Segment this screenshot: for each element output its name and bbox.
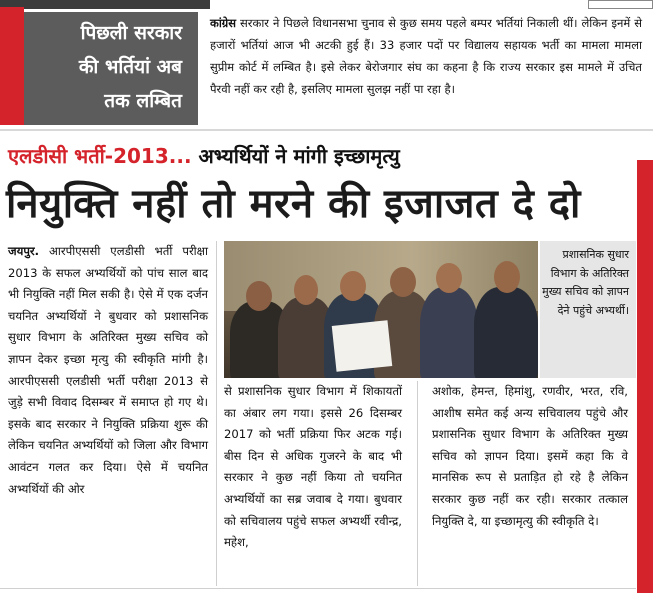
kicker-red: एलडीसी भर्ती-2013...	[8, 144, 192, 168]
photo-person	[474, 287, 538, 378]
section-divider	[0, 129, 653, 131]
previous-article-box-edge	[588, 0, 653, 9]
previous-article-edge	[0, 0, 210, 9]
photo-face	[246, 281, 272, 311]
column-divider-1	[216, 241, 217, 586]
accent-red-bar-right	[637, 160, 653, 593]
article-column-1	[8, 241, 208, 586]
intro-text: सरकार ने पिछले विधानसभा चुनाव से कुछ समय पहले बम्पर भर्तियां निकाली थीं। लेकिन इनमें से हजारों भर्तियां आज भी अटकी हुई हैं। 33 हजार पदों पर विद्यालय सहायक भर्ती का मामला मामला सुप्रीम कोर्ट में लम्बित है। इसे लेकर बेरोजगार संघ का कहना है कि राज्य सरकार इस मामले में उचित पैरवी नहीं कर रही है, इसलिए मामला सुलझ नहीं पा रहा है।	[210, 16, 642, 96]
bottom-divider	[0, 588, 636, 589]
column-1-text: आरपीएससी एलडीसी भर्ती परीक्षा 2013 के सफल अभ्यर्थियों को पांच साल बाद भी नियुक्ति नहीं मिल सकी है। ऐसे में एक दर्जन चयनित अभ्यर्थियों ने बुधवार को प्रशासनिक सुधार विभाग के अतिरिक्त मुख्य सचिव को ज्ञापन देकर इच्छा मृत्यु की स्वीकृति मांगी है। आरपीएससी एलडीसी भर्ती परीक्षा 2013 से जुड़े सभी विवाद दिसम्बर में समाप्त हो गए थे। इसके बाद सरकार ने नियुक्ति प्रक्रिया शुरू की लेकिन चयनित अभ्यर्थियों को जिला और विभाग आवंटन गलत कर दिया। ऐसे में चयनित अभ्यर्थियों की ओर	[8, 244, 208, 496]
sidebar-line-2: की भर्तियां अब	[78, 56, 182, 78]
photo-caption: प्रशासनिक सुधार विभाग के अतिरिक्त मुख्य सचिव को ज्ञापन देने पहुंचे अभ्यर्थी।	[540, 241, 636, 378]
photo-face	[294, 275, 318, 305]
article-column-2: से प्रशासनिक सुधार विभाग में शिकायतों का अंबार लग गया। इससे 26 दिसम्बर 2017 को भर्ती प्रक्रिया फिर अटक गई। बीस दिन से अधिक गुजरने के बाद भी सरकार ने कुछ नहीं किया तो चयनित अभ्यर्थियों का सब्र जवाब दे गया। बुधवार को सचिवालय पहुंचे सफल अभ्यर्थी रवीन्द्र, महेश,	[224, 384, 402, 550]
intro-lead: कांग्रेस	[210, 16, 237, 30]
photo-face	[436, 263, 462, 293]
photo-face	[340, 271, 366, 301]
memorandum-paper	[332, 320, 393, 372]
article-column-3: अशोक, हेमन्त, हिमांशु, रणवीर, भरत, रवि, आशीष समेत कई अन्य सचिवालय पहुंचे और प्रशासनिक सुधार विभाग के अतिरिक्त मुख्य सचिव को ज्ञापन दिया। इसमें कहा कि वे मानसिक रूप से प्रताड़ित हो रहे है लेकिन सरकार कुछ नहीं कर रही। सरकार तत्काल नियुक्ति दे, या इच्छामृत्यु की स्वीकृति दे।	[432, 384, 628, 528]
photo-face	[494, 261, 520, 293]
sidebar-line-3: तक लम्बित	[104, 90, 182, 112]
intro-paragraph	[210, 12, 642, 124]
sidebar-highlight-box	[24, 12, 198, 125]
kicker-dark: अभ्यर्थियों ने मांगी इच्छामृत्यु	[191, 144, 400, 168]
top-strip	[0, 0, 653, 12]
sidebar-line-1: पिछली सरकार	[80, 22, 182, 44]
dateline: जयपुर.	[8, 244, 40, 258]
main-headline: नियुक्ति नहीं तो मरने की इजाजत दे दो	[6, 181, 581, 227]
kicker-headline	[8, 143, 400, 169]
column-divider-2	[417, 381, 418, 586]
news-photo	[224, 241, 538, 378]
accent-red-bar-left	[0, 7, 24, 125]
photo-person	[420, 287, 478, 378]
photo-face	[390, 267, 416, 297]
